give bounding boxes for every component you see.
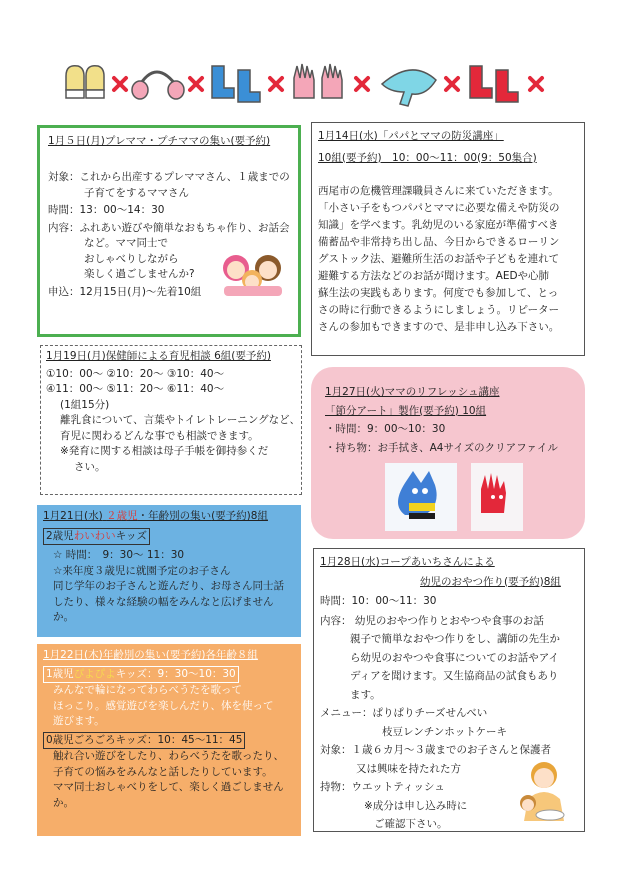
refresh-subtitle: 「節分アート」製作(要予約) 10組 bbox=[325, 404, 487, 417]
content-text-4: 楽しく過ごしませんか? bbox=[84, 268, 195, 280]
blue-title-date: 1月21日(水) bbox=[43, 510, 103, 522]
blue-sub-waiwai: わいわい bbox=[73, 529, 116, 542]
disaster-line: 蘇生法の実践もあります。何度でも参加して、とっ bbox=[318, 287, 559, 299]
coop-menu-1: メニュー：ぱりぱりチーズせんべい bbox=[320, 707, 488, 719]
coop-items: 持物：ウエットティッシュ bbox=[320, 781, 445, 793]
disaster-line: さんの参加もできますので、是非申し込み下さい。 bbox=[318, 321, 560, 333]
boots-icon bbox=[212, 66, 260, 102]
coop-subtitle: 幼児のおやつ作り(要予約)8組 bbox=[420, 575, 561, 588]
coop-content-2: 親子で簡単なおやつ作りをし、講師の先生か bbox=[350, 633, 560, 645]
refresh-items: ・持ち物：お手拭き、A4サイズのクリアファイル bbox=[325, 441, 558, 454]
orange-sub1-piyopiyo: ぴよぴよ bbox=[73, 667, 116, 680]
boots-icon bbox=[470, 66, 518, 102]
family-illustration bbox=[220, 246, 286, 298]
gloves-icon bbox=[294, 64, 342, 98]
disaster-subtitle: 10組(要予約) 10：00～11：00(9：50集合) bbox=[318, 151, 537, 164]
target-text-2: 子育てをするママさん bbox=[84, 186, 189, 199]
orange-sub1-kids: キッズ：9：30～10：30 bbox=[115, 667, 236, 680]
orange-title: 1月22日(木)年齢別の集い(要予約)各年齢８組 bbox=[43, 649, 258, 661]
target-text: これから出産するプレママさん、１歳までの bbox=[79, 171, 290, 183]
coop-snack-making-box bbox=[313, 548, 585, 832]
mama-refresh-box bbox=[311, 367, 585, 539]
orange-sub2: 0歳児ごろごろキッズ：10：45～11：45 bbox=[43, 732, 245, 750]
orange-desc1-3: 遊びます。 bbox=[53, 715, 105, 727]
disaster-description bbox=[318, 183, 560, 336]
coop-content-4: ディアを聞けます。又生協商品の試食もあり bbox=[350, 670, 559, 682]
blue-title-reserve: (要予約)8組 bbox=[211, 510, 268, 522]
blue-desc-2: したり、様々な経験の幅をみんなと広げません bbox=[53, 595, 274, 608]
orange-desc2-2: 子育ての悩みをみんなと話したりしています。 bbox=[53, 765, 273, 778]
orange-sub1-age: 1歳児 bbox=[46, 667, 74, 680]
green-box-title: 1月５日(月)プレママ・プチママの集い(要予約) bbox=[48, 135, 271, 147]
coop-content-1: 幼児のおやつ作りとおやつや食事のお話 bbox=[354, 614, 544, 627]
target-label: 対象： bbox=[48, 171, 80, 183]
blue-desc-3: か。 bbox=[53, 611, 74, 623]
childcare-consultation-box bbox=[40, 345, 302, 495]
coop-menu-2: 枝豆レンチンホットケーキ bbox=[382, 725, 508, 738]
consult-note: (1組15分) bbox=[60, 398, 110, 411]
cross-icon bbox=[190, 78, 202, 90]
disaster-line: さの時に行動できるようにしましょう。リピーター bbox=[318, 304, 560, 316]
time-text: 時間：13：00～14：30 bbox=[48, 204, 165, 216]
prenatal-mama-meeting-box bbox=[37, 125, 301, 337]
cross-icon bbox=[114, 78, 126, 90]
coop-content-label: 内容： bbox=[320, 614, 352, 627]
cross-icon bbox=[446, 78, 458, 90]
blue-sub-kids: キッズ bbox=[115, 529, 147, 542]
age-2-meeting-box bbox=[37, 505, 301, 637]
coop-target-1: 対象：１歳６カ月～３歳までのお子さんと保護者 bbox=[320, 744, 551, 756]
coop-note-1: ※成分は申し込み時に bbox=[364, 799, 468, 812]
orange-desc1-2: ほっこり。感覚遊びを楽しんだり、体を使って bbox=[53, 699, 274, 712]
consult-desc-4: さい。 bbox=[74, 460, 106, 473]
blue-title-meeting: ・年齢別の集い bbox=[137, 510, 212, 522]
disaster-line: 西尾市の危機管理課職員さんに来ていただきます。 bbox=[318, 185, 559, 197]
cross-icon bbox=[270, 78, 282, 90]
setsubun-art-sample-2 bbox=[471, 463, 523, 531]
disaster-prevention-box bbox=[311, 122, 585, 356]
winter-decoration-banner bbox=[60, 58, 560, 110]
orange-desc2-1: 触れ合い遊びをしたり、わらべうたを歌ったり、 bbox=[53, 750, 284, 762]
disaster-line: 知識」を学べます。乳幼児のいる家庭が準備すべき bbox=[318, 219, 559, 231]
blue-note: ☆来年度３歳児に就園予定のお子さん bbox=[53, 564, 231, 577]
orange-desc2-4: か。 bbox=[53, 796, 74, 809]
consult-slots-1: ①10：00～ ②10：20～ ③10：40～ bbox=[46, 367, 225, 380]
orange-desc2-3: ママ同士おしゃべりをして、楽しく過ごしません bbox=[53, 781, 284, 793]
coop-content-3: ら幼児のおやつや食事についてのお話やアイ bbox=[350, 651, 559, 664]
consult-desc-1: 離乳食について、言葉やトイレトレーニングなど、 bbox=[60, 414, 301, 426]
consult-desc-2: 育児に関わるどんな事でも相談できます。 bbox=[60, 429, 259, 442]
cross-icon bbox=[530, 78, 542, 90]
disaster-title: 1月14日(水)「パパとママの防災講座」 bbox=[318, 130, 504, 142]
disaster-line: 「小さい子をもつパパとママに必要な備えや防災の bbox=[318, 202, 560, 214]
coop-content-5: ます。 bbox=[350, 688, 381, 701]
blue-time: ☆ 時間： 9：30～ 11：30 bbox=[53, 549, 185, 561]
mittens-icon bbox=[66, 66, 104, 98]
content-text-2: など。ママ同士で bbox=[84, 237, 168, 249]
consult-desc-3: ※発育に関する相談は母子手帳を御持参くだ bbox=[60, 445, 269, 457]
consult-title: 1月19日(月)保健師による育児相談 6組(要予約) bbox=[46, 350, 271, 362]
consult-slots-2: ④11：00～ ⑤11：20～ ⑥11：40～ bbox=[46, 383, 225, 395]
setsubun-art-sample-1 bbox=[385, 463, 457, 531]
refresh-time: ・時間：9：00～10：30 bbox=[325, 423, 446, 435]
refresh-title: 1月27日(火)ママのリフレッシュ講座 bbox=[325, 386, 500, 398]
scarf-icon bbox=[382, 70, 436, 106]
content-text-3: おしゃべりしながら bbox=[84, 252, 179, 265]
disaster-line: グストック法、避難所生活のお話や子どもを連れて bbox=[318, 253, 560, 265]
age-0-1-meeting-box bbox=[37, 644, 301, 836]
disaster-line: 備蓄品や非常持ち出し品、今日からできるローリン bbox=[318, 236, 560, 248]
coop-title: 1月28日(水)コープあいちさんによる bbox=[320, 556, 495, 568]
blue-title-age: ２歳児 bbox=[106, 510, 138, 522]
orange-desc1-1: みんなで輪になってわらべうたを歌って bbox=[53, 684, 242, 696]
coop-time: 時間：10：00～11：30 bbox=[320, 595, 437, 607]
content-text: 内容：ふれあい遊びや簡単なおもちゃ作り、お話会 bbox=[48, 221, 290, 234]
disaster-line: 避難する方法などのお話が聞けます。AEDや心肺 bbox=[318, 270, 550, 282]
blue-sub-age: 2歳児 bbox=[46, 529, 74, 542]
coop-target-2: 又は興味を持たれた方 bbox=[356, 762, 461, 775]
blue-desc-1: 同じ学年のお子さんと遊んだり、お母さん同士話 bbox=[53, 580, 284, 592]
parent-child-cooking-illustration bbox=[510, 759, 574, 825]
apply-text: 申込：12月15日(月)～先着10組 bbox=[48, 285, 202, 298]
coop-note-2: ご確認下さい。 bbox=[374, 818, 448, 830]
cross-icon bbox=[356, 78, 368, 90]
earmuffs-icon bbox=[132, 72, 184, 99]
